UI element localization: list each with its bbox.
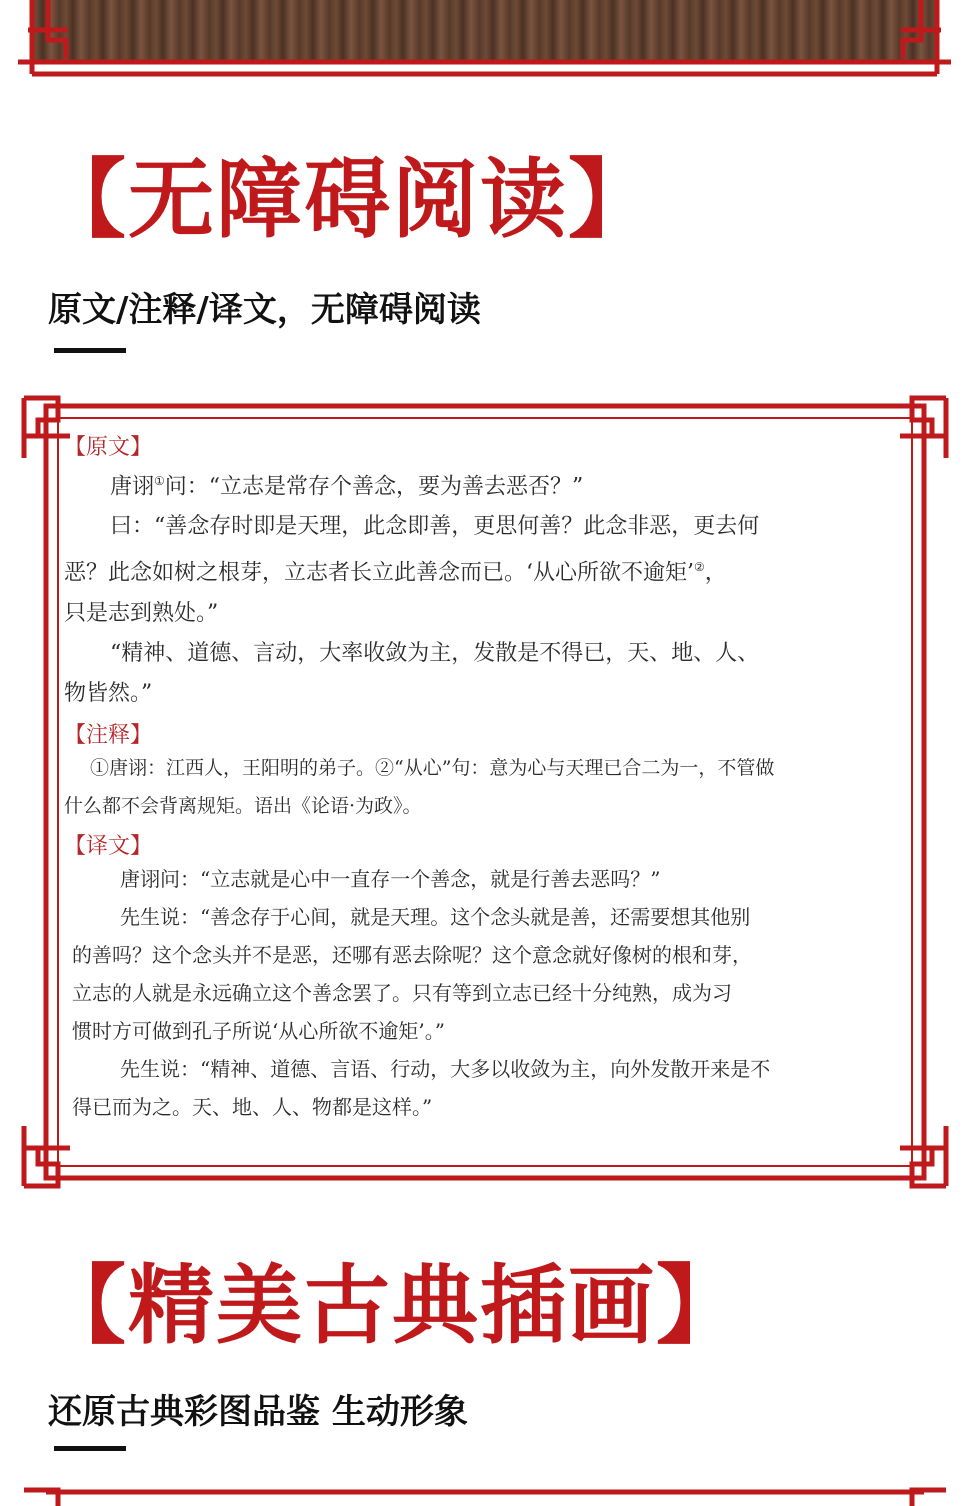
section-subtitle-illustrations: 还原古典彩图品鉴 生动形象: [48, 1392, 468, 1432]
original-line: 曰：“善念存时即是天理，此念即善，更思何善？此念非恶，更去何: [110, 514, 760, 540]
translation-line: 得已而为之。天、地、人、物都是这样。”: [72, 1094, 433, 1119]
annotation-line: ①唐诩：江西人，王阳明的弟子。②“从心”句：意为心与天理已合二为一，不管做: [90, 756, 775, 779]
translation-line: 唐诩问：“立志就是心中一直存一个善念，就是行善去恶吗？”: [120, 866, 661, 891]
classic-text-excerpt: [64, 430, 904, 1126]
original-line: 物皆然。”: [64, 680, 153, 706]
original-line: 只是志到熟处。”: [64, 600, 219, 626]
section-title-barrier-free: 【无障碍阅读】: [40, 150, 656, 250]
original-line: 恶？此念如树之根芽，立志者长立此善念而已。‘从心所欲不逾矩’②，: [64, 560, 727, 586]
section-title-illustrations: 【精美古典插画】: [40, 1256, 744, 1356]
subtitle-underline: [54, 1446, 126, 1451]
top-decorative-frame: [18, 0, 951, 80]
tag-annotation: 【注释】: [64, 722, 153, 748]
original-line: “精神、道德、言动，大率收敛为主，发散是不得已，天、地、人、: [110, 640, 760, 666]
tag-translation: 【译文】: [64, 833, 153, 859]
tag-original-text: 【原文】: [64, 435, 153, 460]
translation-line: 先生说：“善念存于心间，就是天理。这个念头就是善，还需要想其他别: [120, 904, 751, 929]
section-subtitle-barrier-free: 原文/注释/译文，无障碍阅读: [48, 290, 481, 330]
translation-line: 的善吗？这个念头并不是恶，还哪有恶去除呢？这个意念就好像树的根和芽，: [72, 942, 752, 967]
annotation-line: 什么都不会背离规矩。语出《论语·为政》。: [64, 794, 422, 817]
translation-line: 立志的人就是永远确立这个善念罢了。只有等到立志已经十分纯熟，成为习: [72, 980, 732, 1005]
original-line: 唐诩①问：“立志是常存个善念，要为善去恶否？”: [110, 474, 584, 500]
subtitle-underline: [54, 348, 126, 353]
bottom-decorative-frame: [18, 1486, 952, 1506]
translation-line: 先生说：“精神、道德、言语、行动，大多以收敛为主，向外发散开来是不: [120, 1056, 771, 1081]
translation-line: 惯时方可做到孔子所说‘从心所欲不逾矩’。”: [72, 1018, 445, 1043]
